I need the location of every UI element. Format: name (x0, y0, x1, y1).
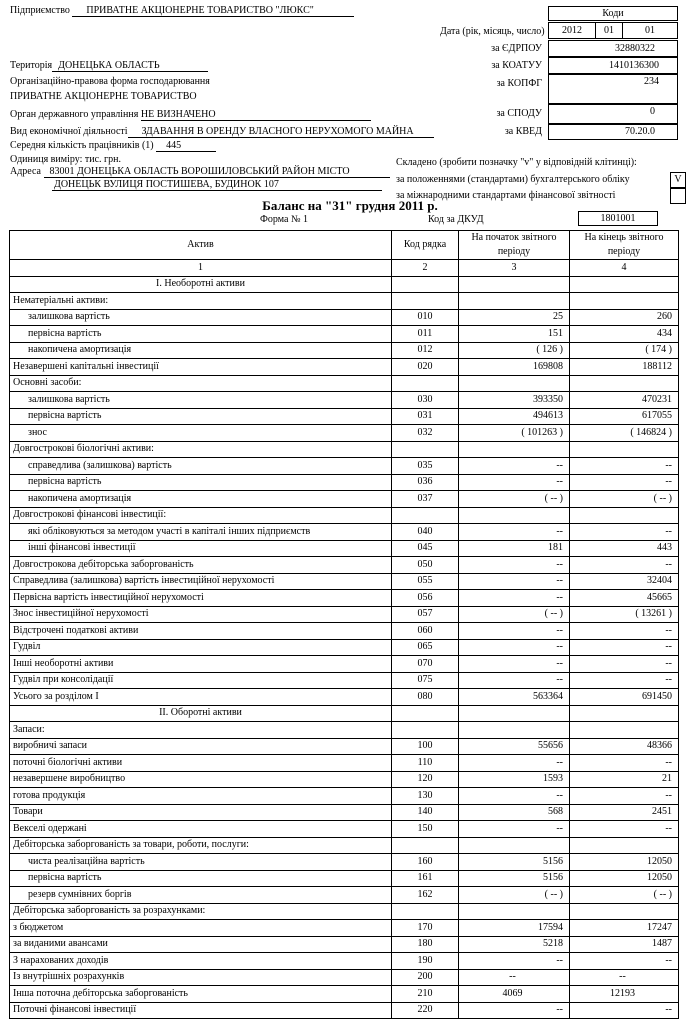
koatuu-value: 1410136300 (548, 57, 678, 74)
row-end-value: 1487 (570, 936, 679, 953)
row-end-value: 443 (570, 540, 679, 557)
row-start-value: 494613 (459, 408, 570, 425)
table-row (10, 309, 679, 326)
row-code: 190 (392, 953, 459, 970)
table-row (10, 986, 679, 1003)
row-start-value: -- (459, 672, 570, 689)
section-title: І. Необоротні активи (10, 276, 392, 293)
activity-row (10, 126, 434, 138)
kved-value: 70.20.0 (548, 124, 678, 140)
table-row (10, 408, 679, 425)
dkud-label: Код за ДКУД (428, 214, 484, 225)
row-label: Незавершені капітальні інвестиції (10, 359, 392, 376)
row-code: 012 (392, 342, 459, 359)
row-end-value: ( 146824 ) (570, 425, 679, 442)
table-row (10, 342, 679, 359)
row-end-value: 48366 (570, 738, 679, 755)
table-row (10, 969, 679, 986)
row-end-value: -- (570, 474, 679, 491)
row-code: 160 (392, 854, 459, 871)
row-label: накопичена амортизація (10, 491, 392, 508)
row-end-value: 17247 (570, 920, 679, 937)
row-end-value: ( -- ) (570, 491, 679, 508)
table-row (10, 590, 679, 607)
table-row (10, 936, 679, 953)
row-end-value: 45665 (570, 590, 679, 607)
activity-label: Вид економічної діяльності (10, 126, 128, 137)
row-end-value: 434 (570, 326, 679, 343)
table-row (10, 392, 679, 409)
table-row (10, 903, 679, 920)
row-start-value: 55656 (459, 738, 570, 755)
row-code: 200 (392, 969, 459, 986)
legal-form-label: Організаційно-правова форма господарювання (10, 76, 210, 87)
row-label: Справедлива (залишкова) вартість інвестиційної нерухомості (10, 573, 392, 590)
row-end-value (570, 375, 679, 392)
row-code: 057 (392, 606, 459, 623)
table-number-row (10, 260, 679, 277)
territory-label: Територія (10, 60, 53, 71)
row-label: чиста реалізаційна вартість (10, 854, 392, 871)
gov-body-value: НЕ ВИЗНАЧЕНО (141, 109, 371, 121)
row-label: незавершене виробництво (10, 771, 392, 788)
row-end-value: 691450 (570, 689, 679, 706)
gov-body-row (10, 109, 371, 121)
row-label: Знос інвестиційної нерухомості (10, 606, 392, 623)
col-number-4: 4 (570, 260, 679, 277)
table-row (10, 804, 679, 821)
table-row (10, 458, 679, 475)
spodu-label: за СПОДУ (496, 108, 542, 119)
row-label: які обліковуються за методом участі в капіталі інших підприємств (10, 524, 392, 541)
row-start-value (459, 441, 570, 458)
table-row (10, 738, 679, 755)
date-year: 2012 (548, 22, 596, 39)
date-day: 01 (622, 22, 678, 39)
row-label: Довгострокові біологічні активи: (10, 441, 392, 458)
row-start-value: -- (459, 788, 570, 805)
row-code: 120 (392, 771, 459, 788)
row-start-value: -- (459, 623, 570, 640)
row-label: Відстрочені податкові активи (10, 623, 392, 640)
row-code (392, 837, 459, 854)
table-row (10, 507, 679, 524)
row-start-value: -- (459, 573, 570, 590)
row-code: 170 (392, 920, 459, 937)
table-row (10, 573, 679, 590)
table-row (10, 623, 679, 640)
row-label: Первісна вартість інвестиційної нерухомості (10, 590, 392, 607)
row-end-value (570, 837, 679, 854)
table-row (10, 326, 679, 343)
row-start-value: ( 101263 ) (459, 425, 570, 442)
row-label: Інші необоротні активи (10, 656, 392, 673)
row-start-value: -- (459, 821, 570, 838)
row-end-value (570, 276, 679, 293)
row-code (392, 722, 459, 739)
dkud-value: 1801001 (578, 211, 658, 226)
row-start-value: 568 (459, 804, 570, 821)
row-end-value: -- (570, 788, 679, 805)
row-label: Довгострокова дебіторська заборгованість (10, 557, 392, 574)
row-code: 056 (392, 590, 459, 607)
row-start-value (459, 903, 570, 920)
row-start-value (459, 293, 570, 310)
row-label: інші фінансові інвестиції (10, 540, 392, 557)
row-code: 020 (392, 359, 459, 376)
row-end-value: 12050 (570, 854, 679, 871)
row-label: виробничі запаси (10, 738, 392, 755)
row-code: 065 (392, 639, 459, 656)
table-row (10, 920, 679, 937)
row-end-value: -- (570, 639, 679, 656)
table-row (10, 491, 679, 508)
address-line2: ДОНЕЦЬК ВУЛИЦЯ ПОСТИШЕВА, БУДИНОК 107 (52, 179, 382, 191)
row-start-value: 25 (459, 309, 570, 326)
row-code: 060 (392, 623, 459, 640)
row-start-value: -- (459, 590, 570, 607)
row-label: готова продукція (10, 788, 392, 805)
kopfg-value: 234 (548, 74, 678, 104)
row-start-value (459, 276, 570, 293)
territory-row (10, 60, 208, 72)
table-row (10, 887, 679, 904)
row-label: за виданими авансами (10, 936, 392, 953)
row-end-value: -- (570, 623, 679, 640)
table-row (10, 870, 679, 887)
row-end-value (570, 903, 679, 920)
row-label: Інша поточна дебіторська заборгованість (10, 986, 392, 1003)
activity-value: ЗДАВАННЯ В ОРЕНДУ ВЛАСНОГО НЕРУХОМОГО МАЙНА (128, 126, 434, 138)
standards-national: за положеннями (стандартами) бухгалтерського обліку (396, 174, 630, 185)
row-end-value: 2451 (570, 804, 679, 821)
row-start-value: -- (459, 969, 570, 986)
table-row (10, 557, 679, 574)
row-code (392, 441, 459, 458)
table-row (10, 689, 679, 706)
row-label: Гудвіл при консолідації (10, 672, 392, 689)
row-label: знос (10, 425, 392, 442)
row-code (392, 903, 459, 920)
row-code: 040 (392, 524, 459, 541)
row-code: 162 (392, 887, 459, 904)
table-row (10, 755, 679, 772)
row-label: Товари (10, 804, 392, 821)
employees-value: 445 (156, 140, 216, 152)
gov-body-label: Орган державного управління (10, 109, 139, 120)
row-code: 110 (392, 755, 459, 772)
balance-table (9, 230, 679, 1019)
row-code: 070 (392, 656, 459, 673)
table-row (10, 953, 679, 970)
row-end-value: 470231 (570, 392, 679, 409)
codes-title-box (548, 6, 678, 21)
row-end-value: -- (570, 656, 679, 673)
row-end-value: ( -- ) (570, 887, 679, 904)
table-row (10, 722, 679, 739)
unit-label: Одиниця виміру: тис. грн. (10, 154, 121, 165)
row-start-value: -- (459, 755, 570, 772)
row-start-value: 5156 (459, 854, 570, 871)
row-code: 050 (392, 557, 459, 574)
spodu-value: 0 (548, 104, 678, 124)
row-start-value: -- (459, 1002, 570, 1019)
row-end-value (570, 441, 679, 458)
page-title: Баланс на "31" грудня 2011 р. (262, 198, 438, 213)
row-end-value: -- (570, 953, 679, 970)
row-end-value: 32404 (570, 573, 679, 590)
row-code: 055 (392, 573, 459, 590)
row-code: 031 (392, 408, 459, 425)
table-row (10, 672, 679, 689)
row-code (392, 507, 459, 524)
row-start-value: -- (459, 524, 570, 541)
row-end-value: -- (570, 755, 679, 772)
row-label: Запаси: (10, 722, 392, 739)
row-start-value: -- (459, 656, 570, 673)
row-label: справедлива (залишкова) вартість (10, 458, 392, 475)
row-end-value: -- (570, 458, 679, 475)
header-start: На початок звітного періоду (459, 231, 570, 260)
section-title: ІІ. Оборотні активи (10, 705, 392, 722)
table-row (10, 788, 679, 805)
row-end-value: -- (570, 524, 679, 541)
row-label: Векселі одержані (10, 821, 392, 838)
row-label: первісна вартість (10, 408, 392, 425)
territory-value: ДОНЕЦЬКА ОБЛАСТЬ (52, 60, 208, 72)
row-start-value: 5156 (459, 870, 570, 887)
edrpou-label: за ЄДРПОУ (491, 43, 542, 54)
section-row (10, 276, 679, 293)
table-row (10, 540, 679, 557)
row-label: залишкова вартість (10, 392, 392, 409)
row-start-value: -- (459, 474, 570, 491)
row-label: Усього за розділом І (10, 689, 392, 706)
row-label: первісна вартість (10, 870, 392, 887)
row-end-value (570, 507, 679, 524)
row-end-value: -- (570, 821, 679, 838)
table-row (10, 656, 679, 673)
koatuu-label: за КОАТУУ (491, 60, 542, 71)
row-code: 140 (392, 804, 459, 821)
edrpou-value: 32880322 (548, 40, 678, 57)
row-code: 010 (392, 309, 459, 326)
table-row (10, 606, 679, 623)
row-label: первісна вартість (10, 326, 392, 343)
row-label: первісна вартість (10, 474, 392, 491)
row-code: 036 (392, 474, 459, 491)
row-code: 100 (392, 738, 459, 755)
col-number-2: 2 (392, 260, 459, 277)
row-start-value: 17594 (459, 920, 570, 937)
table-row (10, 639, 679, 656)
table-row (10, 293, 679, 310)
row-start-value: -- (459, 953, 570, 970)
standards-mark-checkbox[interactable]: V (670, 172, 686, 188)
row-end-value (570, 293, 679, 310)
address-line1: 83001 ДОНЕЦЬКА ОБЛАСТЬ ВОРОШИЛОВСЬКИЙ РАЙОН МІСТО (44, 166, 390, 178)
row-label: резерв сумнівних боргів (10, 887, 392, 904)
row-code: 037 (392, 491, 459, 508)
row-label: Дебіторська заборгованість за розрахунками: (10, 903, 392, 920)
date-label: Дата (рік, місяць, число) (440, 26, 545, 37)
row-start-value: 393350 (459, 392, 570, 409)
row-code: 130 (392, 788, 459, 805)
address-label: Адреса (10, 166, 41, 177)
standards-international: за міжнародними стандартами фінансової звітності (396, 190, 616, 201)
row-start-value: -- (459, 557, 570, 574)
row-start-value: 1593 (459, 771, 570, 788)
row-end-value: 12193 (570, 986, 679, 1003)
row-label: поточні біологічні активи (10, 755, 392, 772)
row-label: Дебіторська заборгованість за товари, роботи, послуги: (10, 837, 392, 854)
row-start-value: ( 126 ) (459, 342, 570, 359)
col-number-3: 3 (459, 260, 570, 277)
row-code: 035 (392, 458, 459, 475)
address-row (10, 166, 390, 178)
kved-label: за КВЕД (504, 126, 542, 137)
row-code: 161 (392, 870, 459, 887)
legal-form-value: ПРИВАТНЕ АКЦІОНЕРНЕ ТОВАРИСТВО (10, 91, 197, 102)
row-label: Нематеріальні активи: (10, 293, 392, 310)
row-label: накопичена амортизація (10, 342, 392, 359)
row-start-value: ( -- ) (459, 606, 570, 623)
row-code: 150 (392, 821, 459, 838)
col-number-1: 1 (10, 260, 392, 277)
row-start-value: 5218 (459, 936, 570, 953)
header-asset: Актив (10, 231, 392, 260)
row-code: 045 (392, 540, 459, 557)
row-label: З нарахованих доходів (10, 953, 392, 970)
row-start-value (459, 705, 570, 722)
table-row (10, 441, 679, 458)
row-start-value (459, 722, 570, 739)
row-end-value: 260 (570, 309, 679, 326)
table-row (10, 854, 679, 871)
header-end: На кінець звітного періоду (570, 231, 679, 260)
table-row (10, 474, 679, 491)
row-code: 030 (392, 392, 459, 409)
row-code: 032 (392, 425, 459, 442)
row-code: 220 (392, 1002, 459, 1019)
date-month: 01 (595, 22, 623, 39)
row-end-value: -- (570, 557, 679, 574)
section-row (10, 705, 679, 722)
codes-title: Коди (602, 8, 624, 19)
table-row (10, 771, 679, 788)
table-row (10, 524, 679, 541)
row-code: 210 (392, 986, 459, 1003)
employees-label: Середня кількість працівників (1) (10, 140, 154, 151)
row-end-value (570, 722, 679, 739)
row-code: 180 (392, 936, 459, 953)
row-start-value: ( -- ) (459, 491, 570, 508)
enterprise-value: ПРИВАТНЕ АКЦІОНЕРНЕ ТОВАРИСТВО "ЛЮКС" (72, 5, 354, 17)
row-start-value (459, 375, 570, 392)
table-row (10, 359, 679, 376)
row-start-value (459, 507, 570, 524)
row-end-value: 617055 (570, 408, 679, 425)
table-row (10, 821, 679, 838)
row-start-value: 4069 (459, 986, 570, 1003)
row-end-value: -- (570, 1002, 679, 1019)
row-end-value: 21 (570, 771, 679, 788)
row-label: Поточні фінансові інвестиції (10, 1002, 392, 1019)
row-start-value: -- (459, 458, 570, 475)
row-code: 075 (392, 672, 459, 689)
row-label: Основні засоби: (10, 375, 392, 392)
table-header-row (10, 231, 679, 260)
row-start-value: ( -- ) (459, 887, 570, 904)
row-code (392, 293, 459, 310)
row-start-value: 181 (459, 540, 570, 557)
standards-heading: Складено (зробити позначку "v" у відповідній клітинці): (396, 157, 637, 168)
row-end-value: ( 13261 ) (570, 606, 679, 623)
row-code (392, 705, 459, 722)
row-code (392, 276, 459, 293)
row-end-value: 188112 (570, 359, 679, 376)
row-start-value: 151 (459, 326, 570, 343)
row-start-value (459, 837, 570, 854)
enterprise-row (10, 5, 354, 17)
row-label: Гудвіл (10, 639, 392, 656)
row-label: з бюджетом (10, 920, 392, 937)
row-code: 011 (392, 326, 459, 343)
row-end-value (570, 705, 679, 722)
row-start-value: 563364 (459, 689, 570, 706)
row-label: Довгострокові фінансові інвестиції: (10, 507, 392, 524)
enterprise-label: Підприємство (10, 5, 70, 16)
row-end-value: -- (570, 969, 679, 986)
row-start-value: -- (459, 639, 570, 656)
row-end-value: -- (570, 672, 679, 689)
row-end-value: 12050 (570, 870, 679, 887)
table-row (10, 837, 679, 854)
header-code: Код рядка (392, 231, 459, 260)
form-number: Форма № 1 (260, 214, 308, 225)
kopfg-label: за КОПФГ (496, 78, 542, 89)
row-end-value: ( 174 ) (570, 342, 679, 359)
row-code (392, 375, 459, 392)
table-row (10, 425, 679, 442)
employees-row (10, 140, 216, 152)
row-code: 080 (392, 689, 459, 706)
row-label: залишкова вартість (10, 309, 392, 326)
table-row (10, 1002, 679, 1019)
table-row (10, 375, 679, 392)
row-label: Із внутрішніх розрахунків (10, 969, 392, 986)
row-start-value: 169808 (459, 359, 570, 376)
